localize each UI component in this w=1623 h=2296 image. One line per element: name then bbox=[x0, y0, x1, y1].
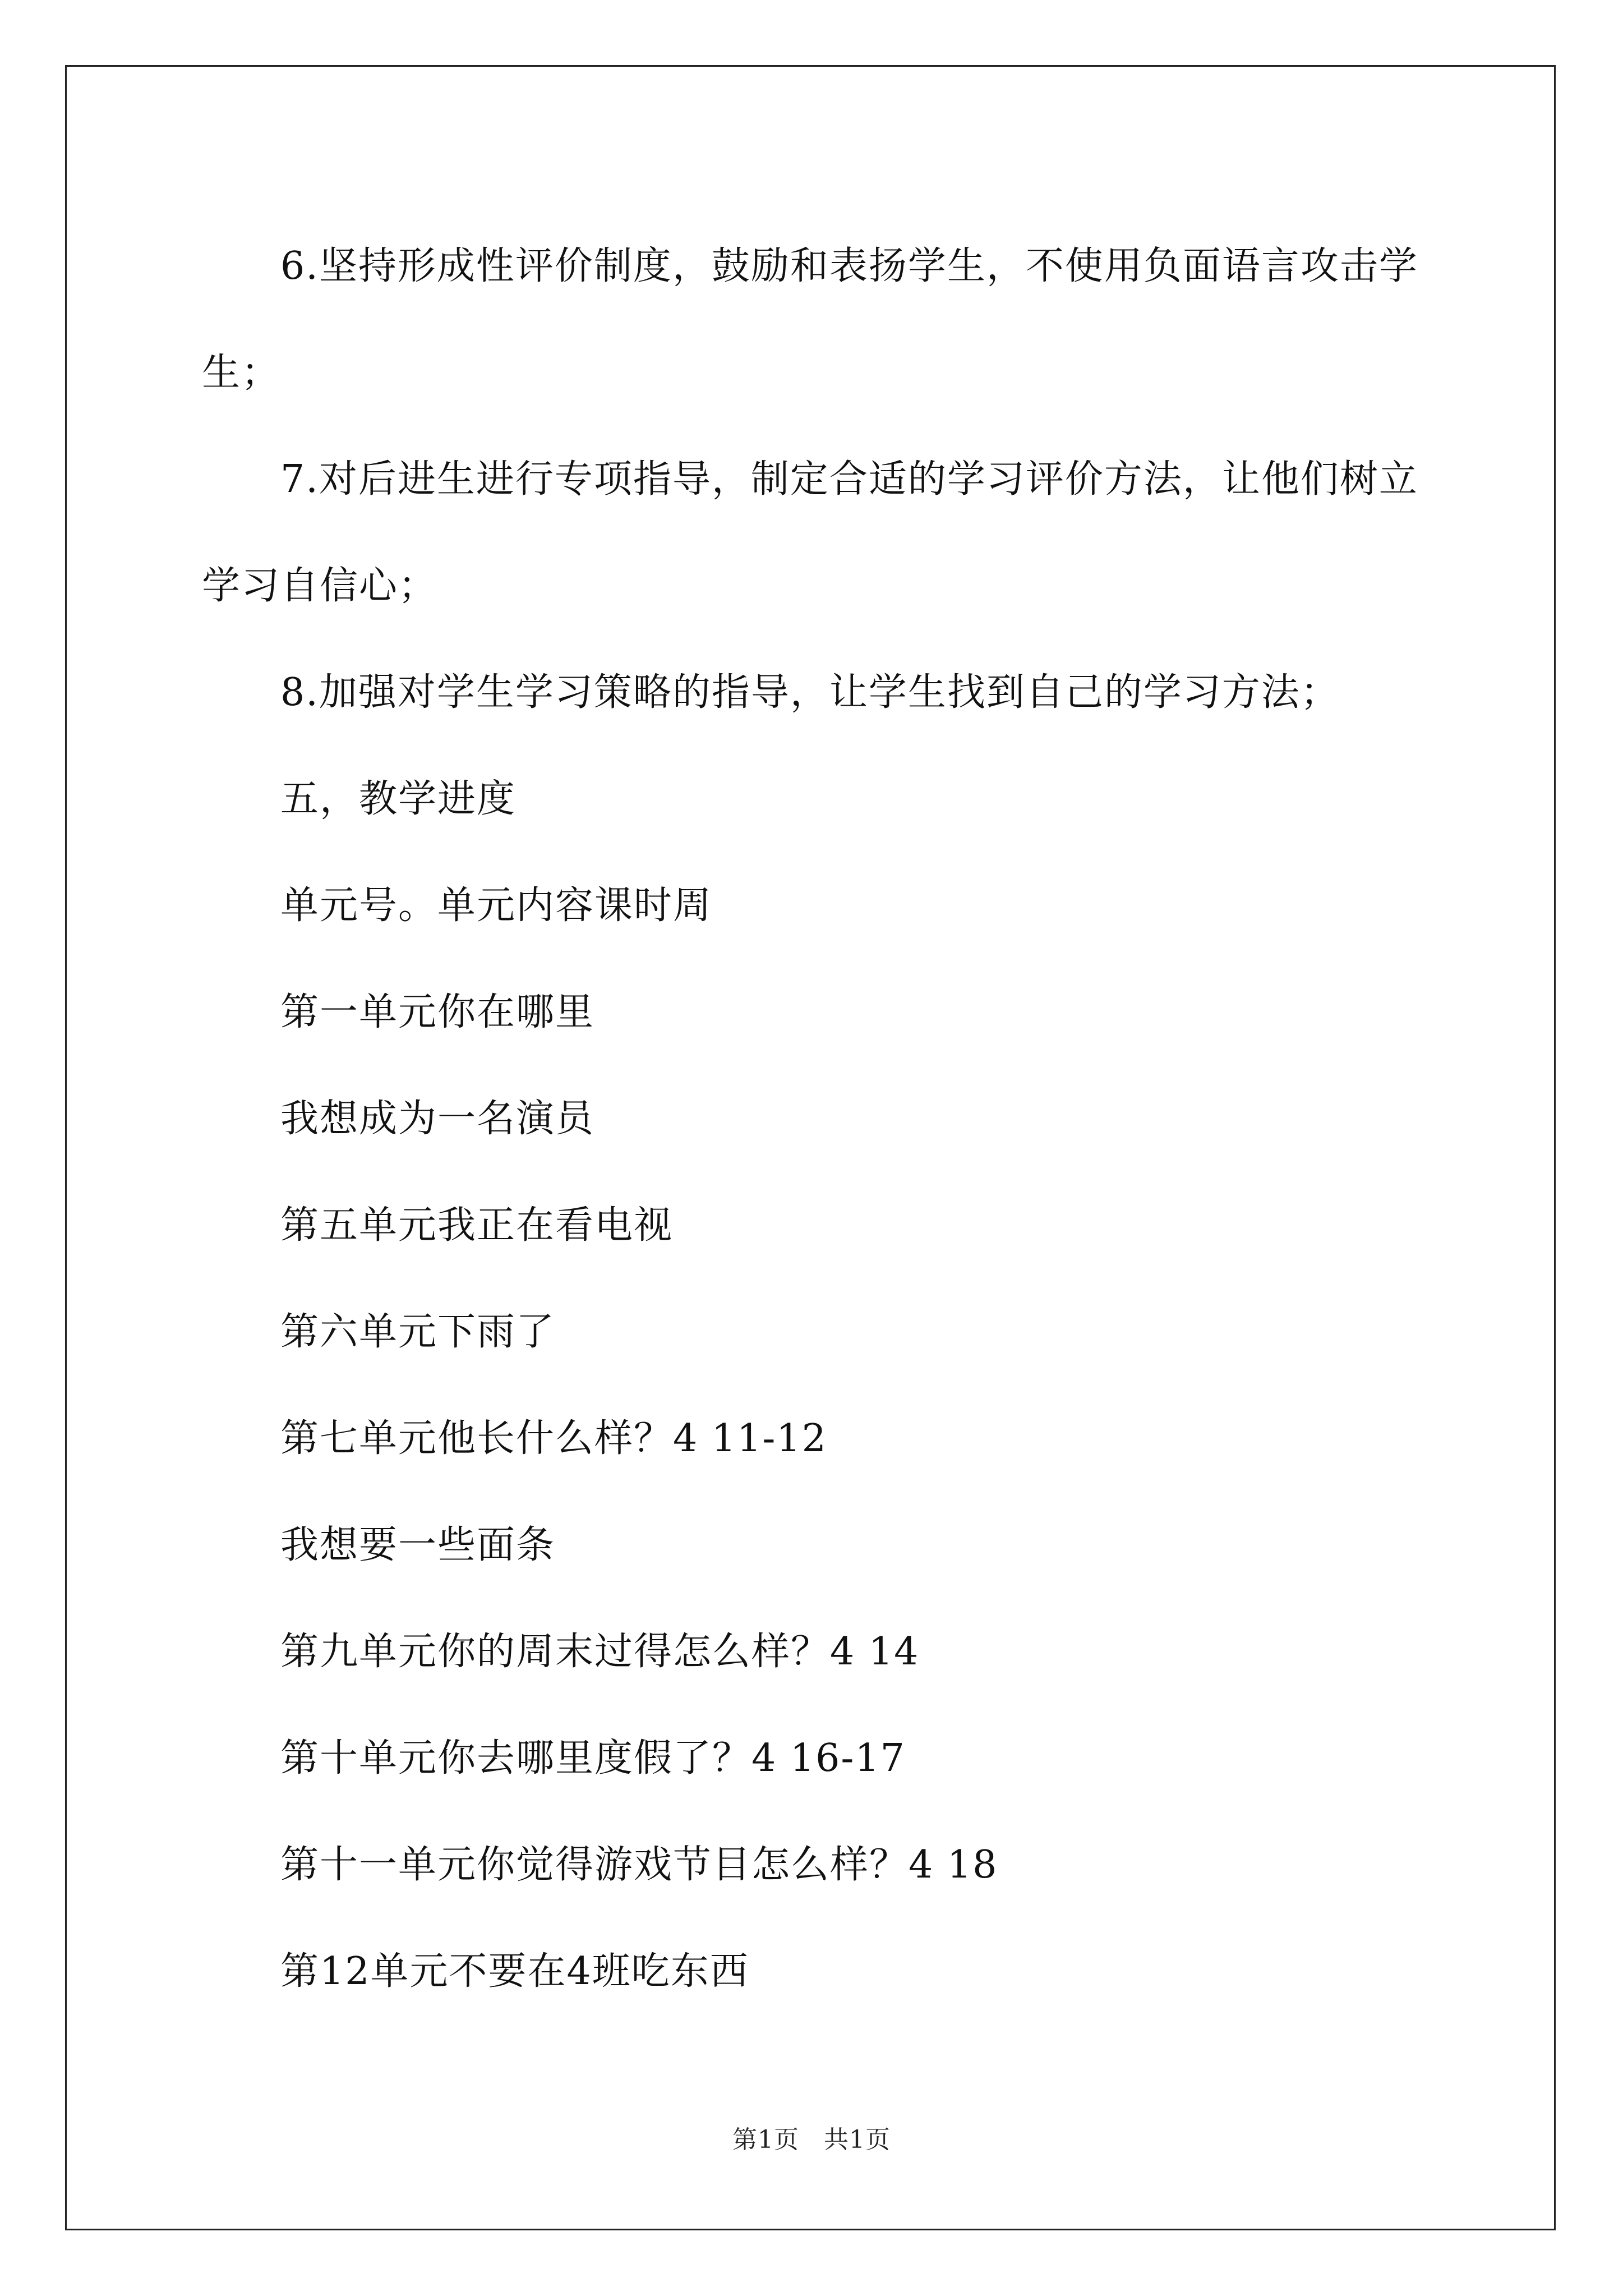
unit-line: 我想成为一名演员 bbox=[280, 1097, 595, 1141]
unit-line: 第七单元他长什么样？4 11-12 bbox=[280, 1416, 827, 1461]
paragraph: 7.对后进生进行专项指导，制定合适的学习评价方法，让他们树立学习自信心； bbox=[202, 457, 1418, 608]
unit-line: 第十一单元你觉得游戏节目怎么样？4 18 bbox=[280, 1843, 998, 1887]
unit-line: 第六单元下雨了 bbox=[280, 1310, 556, 1354]
paragraph: 6.坚持形成性评价制度，鼓励和表扬学生，不使用负面语言攻击学生； bbox=[202, 244, 1418, 395]
page-total: 共1页 bbox=[824, 2125, 891, 2154]
unit-line: 第九单元你的周末过得怎么样？4 14 bbox=[280, 1630, 920, 1674]
page-footer bbox=[0, 2119, 1623, 2155]
unit-line: 第一单元你在哪里 bbox=[280, 990, 595, 1034]
unit-line: 第十单元你去哪里度假了？4 16-17 bbox=[280, 1736, 906, 1780]
section-heading: 五，教学进度 bbox=[280, 777, 517, 821]
unit-line: 第五单元我正在看电视 bbox=[280, 1203, 674, 1248]
unit-line: 我想要一些面条 bbox=[280, 1523, 556, 1567]
paragraph: 8.加强对学生学习策略的指导，让学生找到自己的学习方法； bbox=[280, 670, 1340, 715]
table-header-line: 单元号。单元内容课时周 bbox=[280, 884, 713, 928]
unit-line: 第12单元不要在4班吃东西 bbox=[280, 1949, 749, 1994]
document-body bbox=[202, 213, 1430, 2025]
page-number: 第1页 bbox=[732, 2125, 799, 2154]
